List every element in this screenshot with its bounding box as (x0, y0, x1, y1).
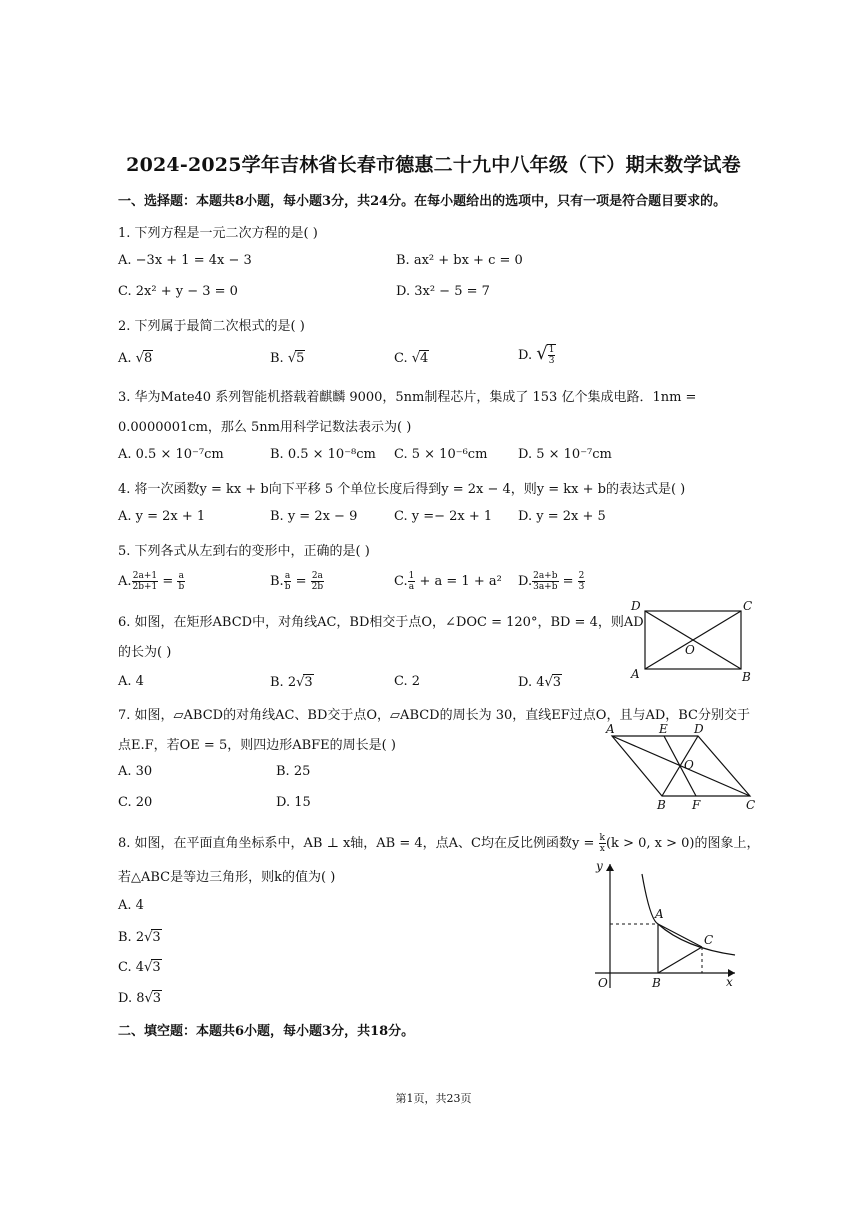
q2-option-d-denominator: 3 (548, 356, 555, 366)
q8-stem-denominator: x (599, 844, 605, 854)
q8-option-c-radicand: 3 (152, 960, 161, 975)
q2-option-a: A. √8 (118, 351, 153, 366)
q8-coordinate-figure (590, 858, 750, 993)
q8-label-b: B (652, 976, 661, 990)
q8-option-c-label: C. 4 (118, 960, 145, 975)
q6-option-b: B. 2√3 (270, 675, 313, 690)
q2-option-d-numerator: 1 (548, 345, 555, 355)
q2-option-c-radicand: 4 (420, 351, 429, 366)
q6-label-a: A (631, 667, 640, 681)
q8-stem-numerator: k (599, 833, 605, 843)
q8-option-d: D. 8√3 (118, 991, 162, 1006)
q5-a-den2: b (178, 582, 185, 592)
q8-segment-bc (658, 947, 702, 973)
q5-stem: 5. 下列各式从左到右的变形中，正确的是( ) (118, 544, 370, 559)
section-1-heading: 一、选择题：本题共8小题，每小题3分，共24分。在每小题给出的选项中，只有一项是符合题目要求的。 (118, 194, 727, 209)
q5-a-den1: 2b+1 (132, 582, 158, 592)
q2-option-d: D. √ $\frac{1}{3}$ (518, 343, 555, 366)
q8-label-a: A (655, 907, 664, 921)
q6-option-d: D. 4√3 (518, 675, 562, 690)
q7-label-a: A (606, 722, 615, 736)
q2-option-d-label: D. (518, 348, 537, 363)
q4-option-b: B. y = 2x − 9 (270, 509, 358, 524)
q8-option-d-label: D. 8 (118, 991, 145, 1006)
q6-option-d-label: D. 4 (518, 675, 545, 690)
q8-stem-line2: 若△ABC是等边三角形，则k的值为( ) (118, 870, 336, 885)
q3-stem-line2: 0.0000001cm，那么 5nm用科学记数法表示为( ) (118, 420, 412, 435)
page-title: 2024-2025学年吉林省长春市德惠二十九中八年级（下）期末数学试卷 (126, 154, 741, 176)
q6-label-b: B (742, 670, 751, 684)
q1-option-b: B. ax² + bx + c = 0 (396, 253, 523, 268)
q2-option-a-label: A. (118, 351, 136, 366)
q7-label-c: C (746, 798, 756, 812)
q6-label-d: D (631, 599, 641, 613)
q5-b-eq: = (291, 574, 311, 589)
page-footer: 第1页，共23页 (395, 1092, 472, 1105)
q6-option-c: C. 2 (394, 674, 421, 689)
q7-option-a: A. 30 (118, 764, 153, 779)
q5-d-num1: 2a+b (533, 571, 558, 581)
q6-option-a: A. 4 (118, 674, 144, 689)
q6-option-d-radicand: 3 (552, 675, 562, 690)
q8-option-a: A. 4 (118, 898, 144, 913)
q5-c-den1: a (408, 582, 415, 592)
q8-option-b: B. 2√3 (118, 930, 161, 945)
section-2-heading: 二、填空题：本题共6小题，每小题3分，共18分。 (118, 1024, 415, 1039)
q5-d-eq: = (558, 574, 578, 589)
q4-option-d: D. y = 2x + 5 (518, 509, 606, 524)
q2-option-b-label: B. (270, 351, 288, 366)
q5-c-rest: + a = 1 + a² (415, 574, 502, 589)
q2-option-c: C. √4 (394, 351, 429, 366)
q5-option-d-label: D. (518, 574, 533, 589)
q8-option-b-label: B. 2 (118, 930, 145, 945)
q2-option-b: B. √5 (270, 351, 305, 366)
q3-option-b: B. 0.5 × 10⁻⁸cm (270, 447, 376, 462)
q5-a-num1: 2a+1 (132, 571, 158, 581)
q8-label-c: C (704, 933, 714, 947)
q6-stem-line2: 的长为( ) (118, 645, 172, 660)
q2-stem: 2. 下列属于最简二次根式的是( ) (118, 319, 305, 334)
q5-c-num1: 1 (408, 571, 415, 581)
q6-option-b-label: B. 2 (270, 675, 297, 690)
q7-label-f: F (692, 798, 701, 812)
q3-option-c: C. 5 × 10⁻⁶cm (394, 447, 488, 462)
q4-option-a: A. y = 2x + 1 (118, 509, 206, 524)
q2-option-a-radicand: 8 (143, 351, 153, 366)
q7-option-d: D. 15 (276, 795, 311, 810)
q4-stem: 4. 将一次函数y = kx + b向下平移 5 个单位长度后得到y = 2x − 4，则y = kx + b的表达式是( ) (118, 482, 686, 497)
q7-label-d: D (694, 722, 704, 736)
q6-stem-line1: 6. 如图，在矩形ABCD中，对角线AC，BD相交于点O，∠DOC = 120°，BD = 4，则AD (118, 615, 644, 630)
q1-stem: 1. 下列方程是一元二次方程的是( ) (118, 226, 318, 241)
q8-option-d-radicand: 3 (152, 991, 162, 1006)
q5-b-den2: 2b (311, 582, 324, 592)
q5-b-num1: a (284, 571, 291, 581)
q5-option-d (518, 571, 585, 592)
q3-option-a: A. 0.5 × 10⁻⁷cm (118, 447, 224, 462)
q5-b-den1: b (284, 582, 291, 592)
q5-b-num2: 2a (311, 571, 323, 581)
q2-option-b-radicand: 5 (296, 351, 305, 366)
q5-option-a (118, 571, 185, 592)
q7-option-c: C. 20 (118, 795, 153, 810)
q7-option-b: B. 25 (276, 764, 311, 779)
q8-stem-line1 (118, 832, 759, 854)
q7-label-o: O (684, 758, 694, 772)
q1-option-d: D. 3x² − 5 = 7 (396, 284, 490, 299)
q7-label-e: E (659, 722, 668, 736)
q7-stem-line2: 点E.F，若OE = 5，则四边形ABFE的周长是( ) (118, 738, 396, 753)
q7-parallelogram-figure (600, 722, 765, 812)
q5-option-c (394, 571, 502, 592)
q6-rectangle-figure (625, 596, 760, 686)
q1-option-c: C. 2x² + y − 3 = 0 (118, 284, 238, 299)
q5-a-num2: a (178, 571, 185, 581)
q8-option-c: C. 4√3 (118, 960, 161, 975)
q7-stem-line1: 7. 如图，▱ABCD的对角线AC、BD交于点O，▱ABCD的周长为 30，直线EF过点O，且与AD，BC分别交于 (118, 708, 750, 723)
q5-a-eq: = (158, 574, 178, 589)
q8-segment-ac (658, 924, 702, 947)
q7-diagonal-ac (612, 736, 750, 796)
q6-option-b-radicand: 3 (304, 675, 313, 690)
q8-label-x: x (726, 975, 733, 989)
q8-option-b-radicand: 3 (152, 930, 161, 945)
q6-label-o: O (685, 643, 695, 657)
q6-label-c: C (743, 599, 753, 613)
q8-label-o: O (598, 976, 608, 990)
q1-option-a: A. −3x + 1 = 4x − 3 (118, 253, 252, 268)
q8-stem-pre: 8. 如图，在平面直角坐标系中，AB ⊥ x轴，AB = 4，点A、C均在反比例函数y = (118, 836, 599, 851)
q8-stem-post: (k > 0, x > 0)的图象上， (605, 836, 760, 851)
q5-d-den2: 3 (578, 582, 585, 592)
q5-d-den1: 3a+b (533, 582, 558, 592)
q5-option-a-label: A. (118, 574, 132, 589)
q3-stem-line1: 3. 华为Mate40 系列智能机搭载着麒麟 9000，5nm制程芯片，集成了 153 亿个集成电路．1nm = (118, 390, 697, 405)
q8-y-axis-arrow (606, 864, 614, 871)
q3-option-d: D. 5 × 10⁻⁷cm (518, 447, 612, 462)
q4-option-c: C. y =− 2x + 1 (394, 509, 493, 524)
q5-option-c-label: C. (394, 574, 408, 589)
q5-option-b (270, 571, 324, 592)
q7-label-b: B (657, 798, 666, 812)
q8-label-y: y (596, 859, 603, 873)
q5-d-num2: 2 (578, 571, 585, 581)
q2-option-c-label: C. (394, 351, 412, 366)
q5-option-b-label: B. (270, 574, 284, 589)
